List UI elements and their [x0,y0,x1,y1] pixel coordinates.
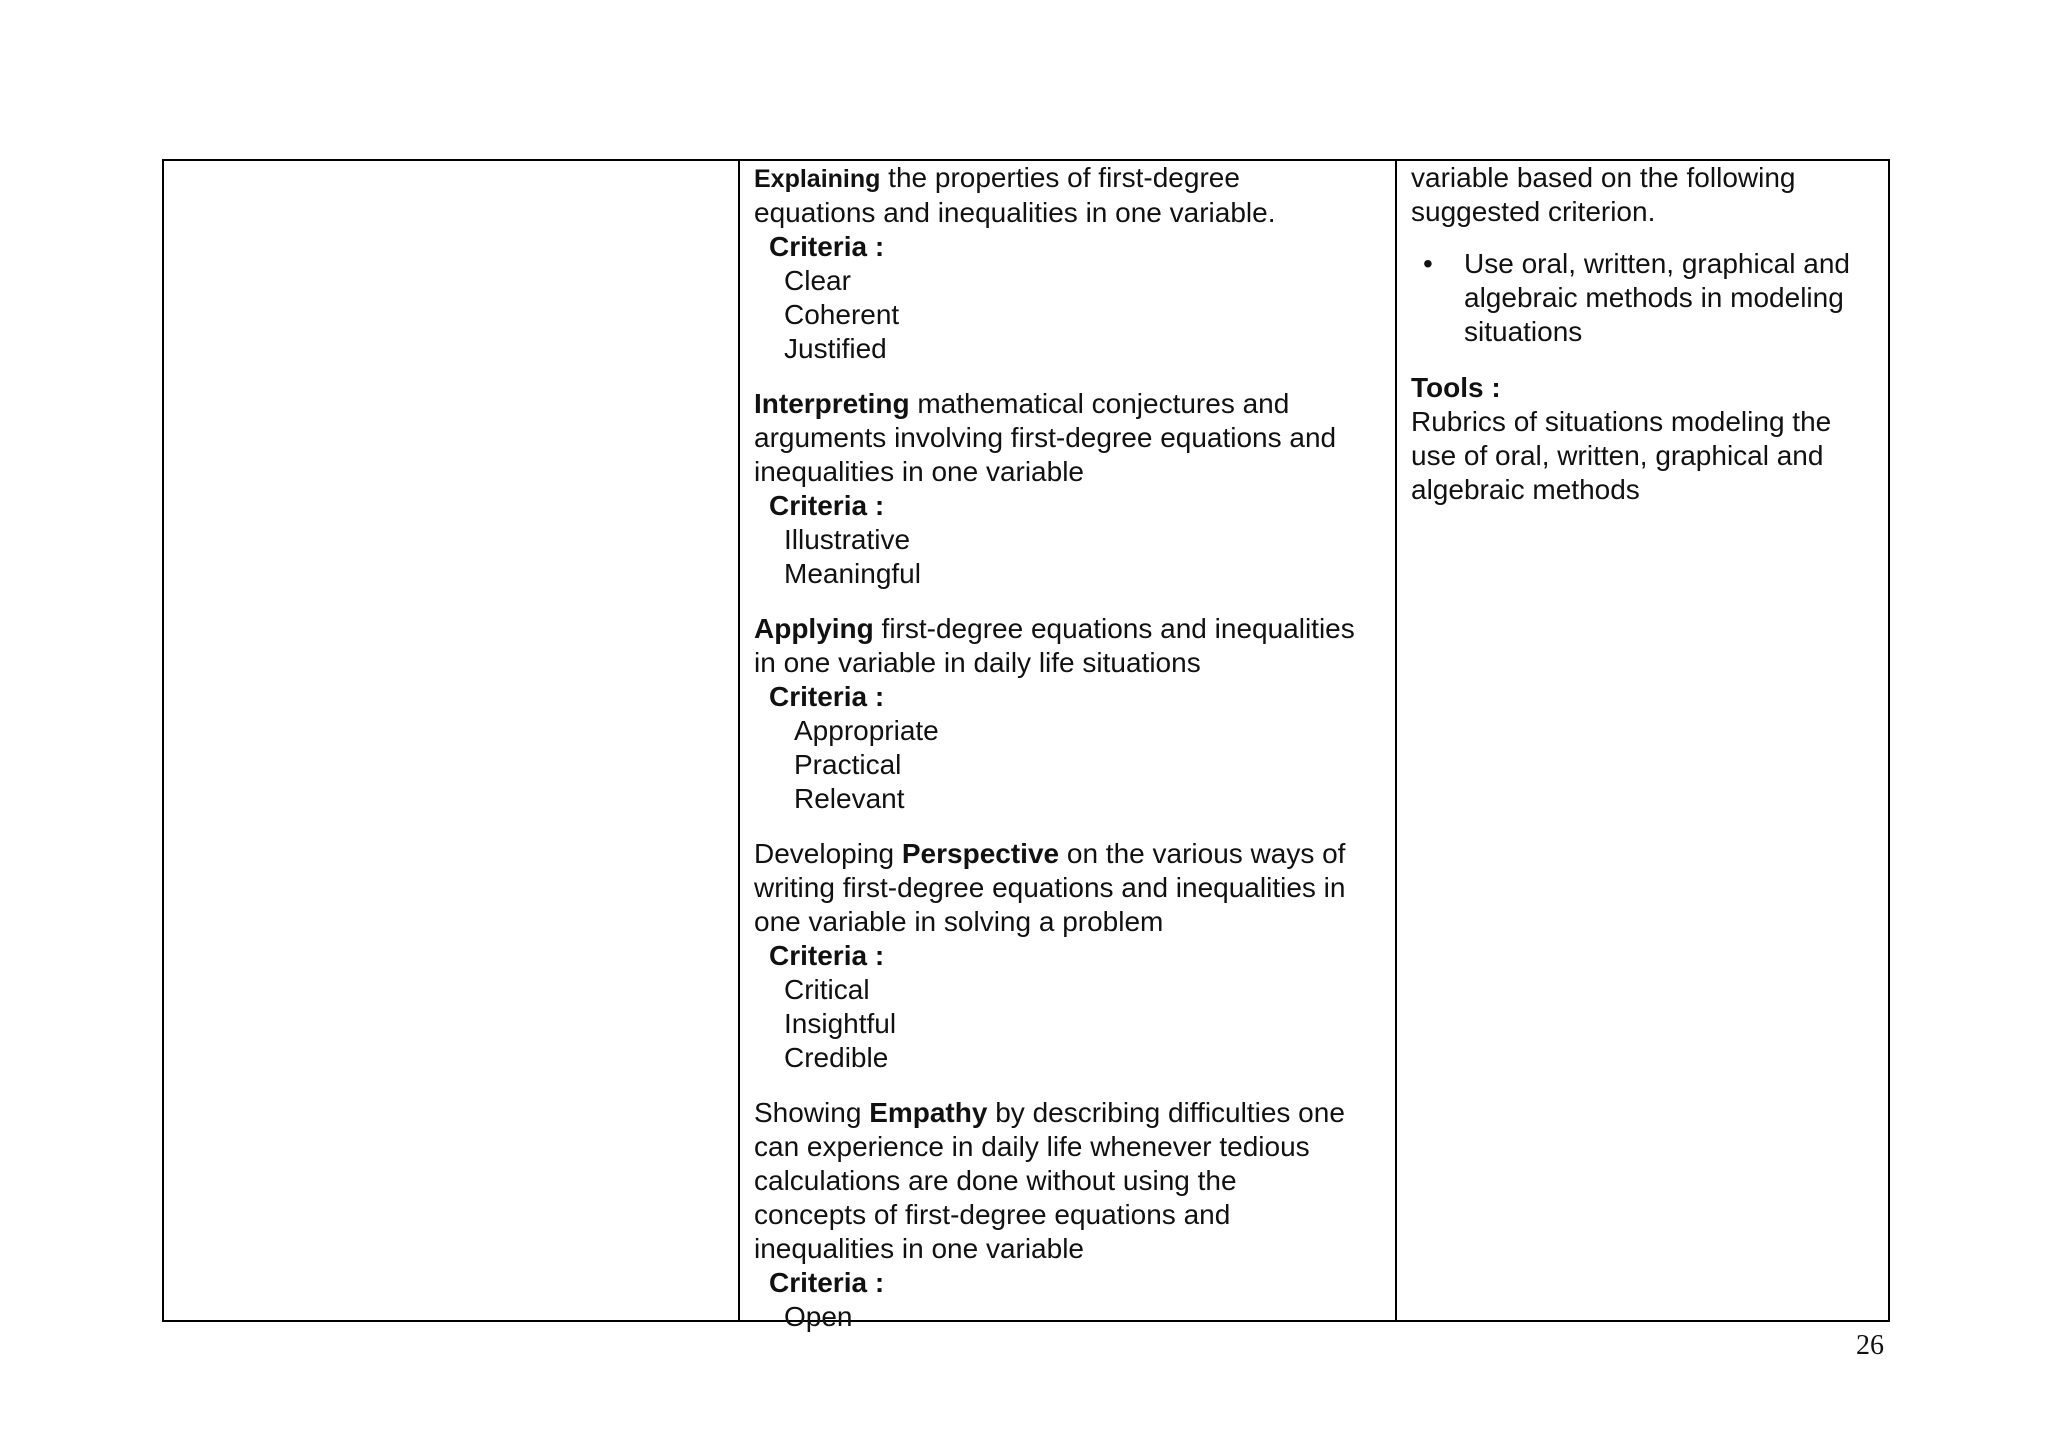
facet-text: inequalities in one variable [754,456,1084,487]
facet-text: by describing difficulties one [987,1097,1345,1128]
facet-explaining [754,161,1395,366]
facet-text: one variable in solving a problem [754,906,1164,937]
facet-applying [754,612,1395,816]
facet-empathy [754,1096,1395,1334]
facet-text: can experience in daily life whenever tedious [754,1131,1310,1162]
criteria-item: Practical [794,749,902,780]
facet-text: inequalities in one variable [754,1233,1084,1264]
criteria-item: Clear [784,265,851,296]
criteria-item: Appropriate [794,715,939,746]
table-column-assessment [1397,161,1888,1320]
facet-text: writing first-degree equations and inequalities in [754,872,1346,903]
facet-text: arguments involving first-degree equations and [754,422,1337,453]
facet-text: Showing [754,1097,870,1128]
table-column-empty [164,161,740,1320]
criteria-label: Criteria : [769,490,885,521]
facet-text: concepts of first-degree equations and [754,1199,1231,1230]
criteria-item: Justified [784,333,887,364]
assessment-table [162,159,1890,1332]
facet-lead: Empathy [869,1097,988,1128]
table-column-facets [740,161,1397,1332]
bullet-text: Use oral, written, graphical and [1464,248,1850,279]
assessment-text: variable based on the following [1411,162,1796,193]
criteria-item: Credible [784,1042,889,1073]
tools-text: Rubrics of situations modeling the [1411,406,1832,437]
criteria-label: Criteria : [769,681,885,712]
facet-text: in one variable in daily life situations [754,647,1201,678]
criteria-label: Criteria : [769,940,885,971]
bullet-list-item [1411,247,1878,349]
assessment-text: suggested criterion. [1411,196,1656,227]
facet-text: Developing [754,838,902,869]
facet-perspective [754,837,1395,1075]
facet-lead: Interpreting [754,388,910,419]
facet-lead: Explaining [754,165,881,193]
tools-label: Tools : [1411,372,1501,403]
facet-lead: Perspective [901,838,1060,869]
criteria-item: Relevant [794,783,905,814]
facet-lead: Applying [754,613,874,644]
bullet-text: situations [1464,316,1583,347]
facet-text: on the various ways of [1059,838,1346,869]
criteria-item: Coherent [784,299,900,330]
facet-text: equations and inequalities in one variable. [754,197,1276,228]
facet-interpreting [754,387,1395,591]
facet-text: mathematical conjectures and [909,388,1290,419]
facet-text: calculations are done without using the [754,1165,1237,1196]
criteria-label: Criteria : [769,231,885,262]
page-number: 26 [1856,1330,1884,1361]
criteria-item: Insightful [784,1008,897,1039]
bullet-text: algebraic methods in modeling [1464,282,1844,313]
criteria-item: Illustrative [784,524,911,555]
facet-text: first-degree equations and inequalities [873,613,1355,644]
tools-text: algebraic methods [1411,474,1640,505]
bullet-icon: • [1423,248,1433,279]
criteria-item: Open [784,1301,853,1332]
criteria-item: Critical [784,974,870,1005]
criteria-label: Criteria : [769,1267,885,1298]
criteria-item: Meaningful [784,558,921,589]
tools-text: use of oral, written, graphical and [1411,440,1824,471]
facet-text: the properties of first-degree [880,162,1240,193]
